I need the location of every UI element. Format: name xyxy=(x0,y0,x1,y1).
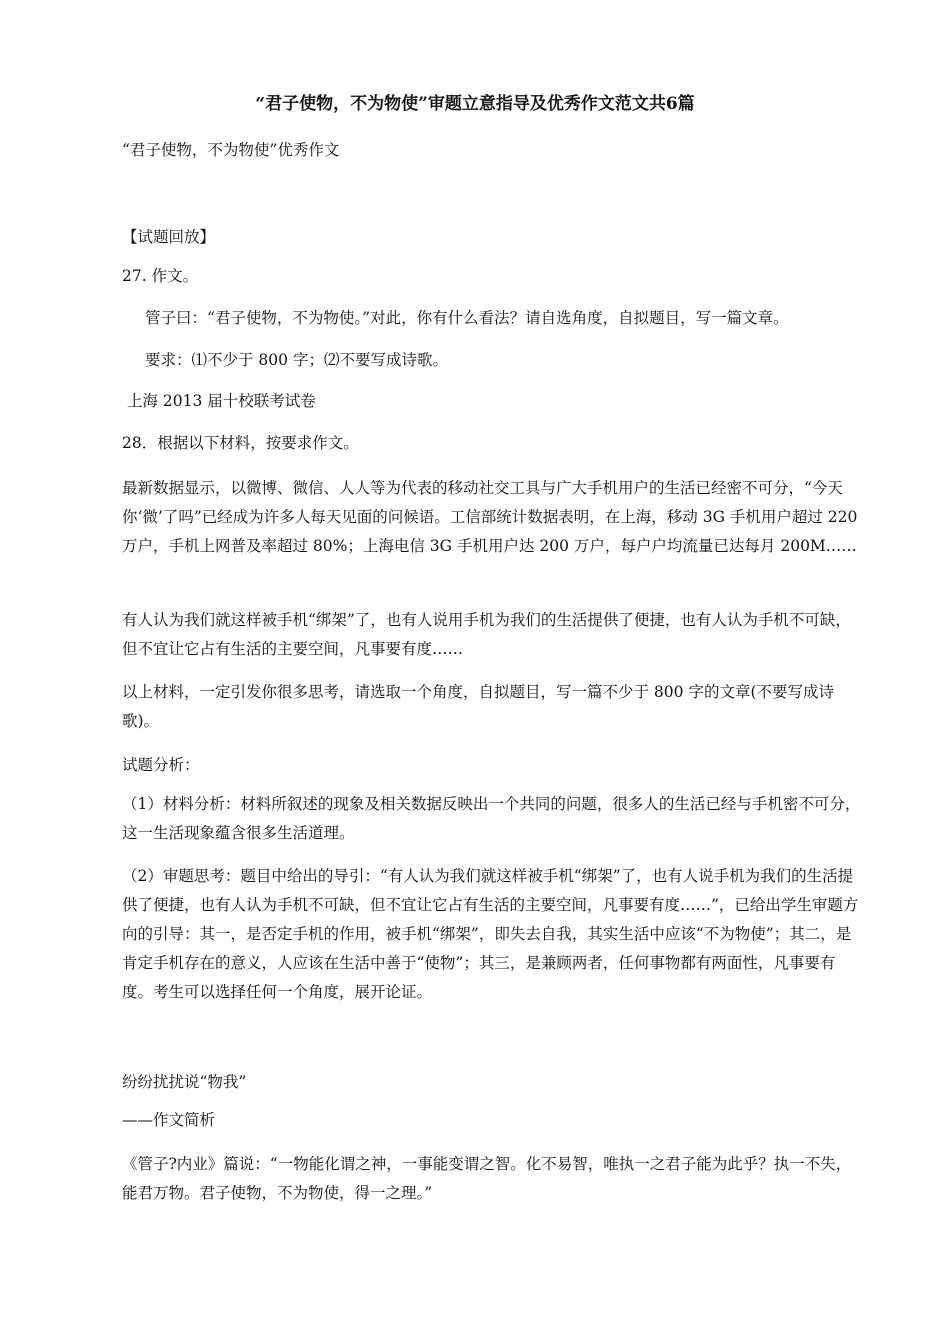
document-title: “君子使物，不为物使”审题立意指导及优秀作文范文共6篇 xyxy=(255,94,695,114)
question-27-number: 27. 作文。 xyxy=(122,267,199,285)
analysis-point-1: （1）材料分析：材料所叙述的现象及相关数据反映出一个共同的问题，很多人的生活已经与手机密不可分，这一生活现象蕴含很多生活道理。 xyxy=(122,795,861,842)
essay-paragraph: 《管子?内业》篇说：“一物能化谓之神，一事能变谓之智。化不易智，唯执一之君子能为此乎？执一不失，能君万物。君子使物，不为物使，得一之理。” xyxy=(122,1155,852,1202)
question-28-material-2: 有人认为我们就这样被手机“绑架”了，也有人说用手机为我们的生活提供了便捷，也有人认为手机不可缺，但不宜让它占有生活的主要空间，凡事要有度…… xyxy=(122,611,851,658)
question-28-number: 28．根据以下材料，按要求作文。 xyxy=(122,434,359,452)
document-subtitle: “君子使物，不为物使”优秀作文 xyxy=(122,141,340,159)
question-27-prompt: 管子曰：“君子使物，不为物使。”对此，你有什么看法？请自选角度，自拟题目，写一篇文章。 xyxy=(145,309,789,327)
question-28-instruction: 以上材料，一定引发你很多思考，请选取一个角度，自拟题目，写一篇不少于 800 字的文章(不要写成诗歌)。 xyxy=(122,683,834,730)
essay-subtitle: ——作文简析 xyxy=(122,1111,216,1129)
analysis-label: 试题分析： xyxy=(122,756,200,774)
question-28-material-1: 最新数据显示，以微博、微信、人人等为代表的移动社交工具与广大手机用户的生活已经密不可分，“今天你‘微’了吗”已经成为许多人每天见面的问候语。工信部统计数据表明，在上海，移动 3G 手机用户超过 220 万户，手机上网普及率超过 80%；上海电信 3G 手机用户达 200 万户，每户户均流量已达每月 200M…… xyxy=(122,479,858,555)
section-label: 【试题回放】 xyxy=(122,228,216,246)
question-27-requirement: 要求：⑴不少于 800 字；⑵不要写成诗歌。 xyxy=(145,351,448,369)
analysis-point-2: （2）审题思考：题目中给出的导引：“有人认为我们就这样被手机“绑架”了，也有人说手机为我们的生活提供了便捷，也有人认为手机不可缺，但不宜让它占有生活的主要空间，凡事要有度……”，已给出学生审题方向的引导：其一，是否定手机的作用，被手机“绑架”，即失去自我，其实生活中应该“不为物使”；其二，是肯定手机存在的意义，人应该在生活中善于“使物”；其三，是兼顾两者，任何事物都有两面性，凡事要有度。考生可以选择任何一个角度，展开论证。 xyxy=(122,867,859,1001)
essay-title: 纷纷扰扰说“物我” xyxy=(122,1073,247,1091)
exam-source: 上海 2013 届十校联考试卷 xyxy=(127,392,316,410)
